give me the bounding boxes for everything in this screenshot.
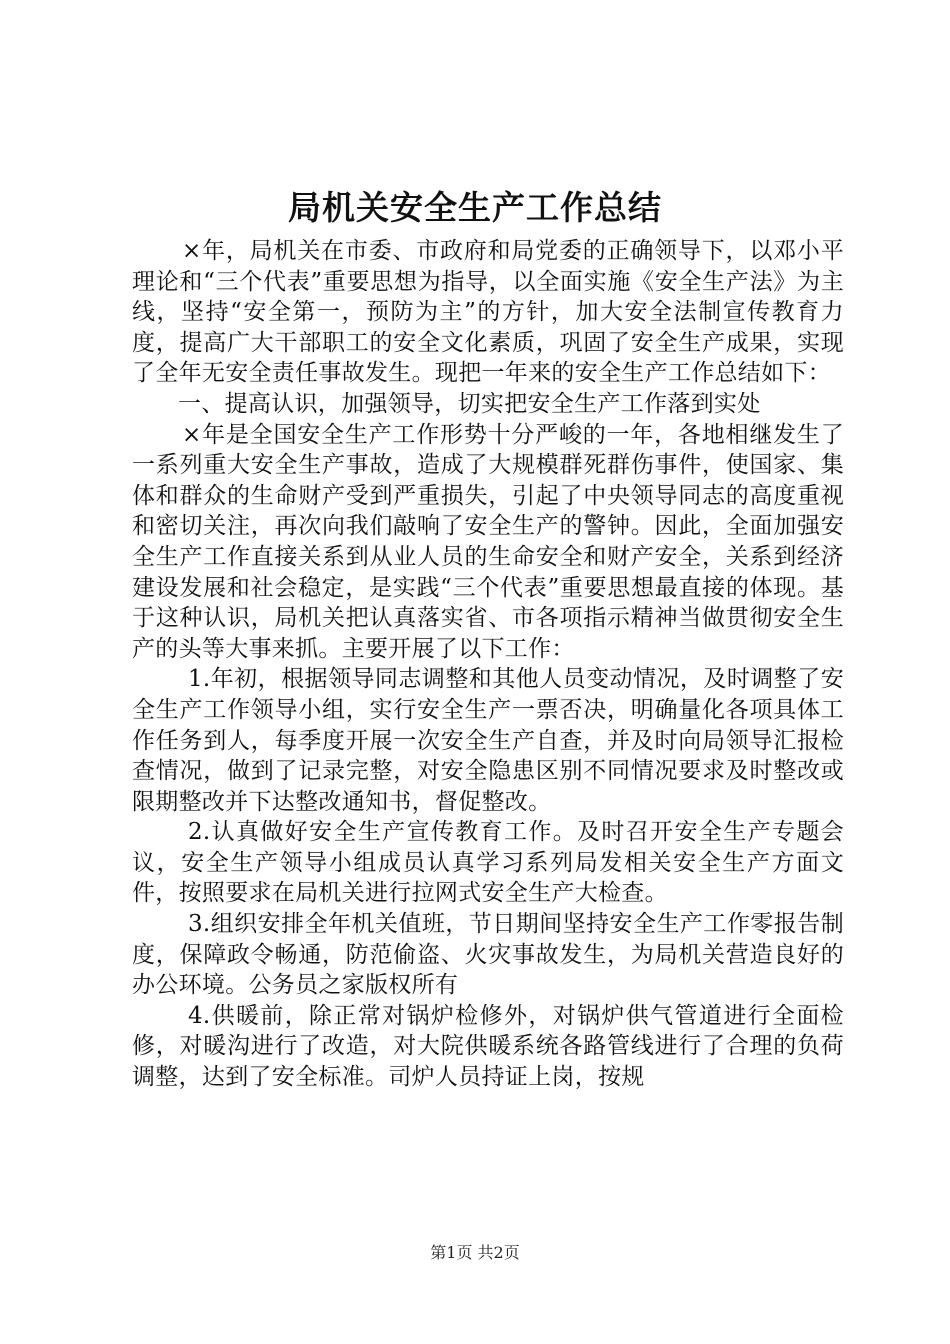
section-1-paragraph: ×年是全国安全生产工作形势十分严峻的一年，各地相继发生了一系列重大安全生产事故，造成了大规模群死群伤事件，使国家、集体和群众的生命财产受到严重损失，引起了中央领导同志的高度重视和密切关注，再次向我们敲响了安全生产的警钟。因此，全面加强安全生产工作直接关系到从业人员的生命安全和财产安全，关系到经济建设发展和社会稳定，是实践“三个代表”重要思想最直接的体现。基于这种认识，局机关把认真落实省、市各项指示精神当做贯彻安全生产的头等大事来抓。主要开展了以下工作： [132, 421, 844, 662]
list-item-3: 3.组织安排全年机关值班，节日期间坚持安全生产工作零报告制度，保障政令畅通，防范偷盗、火灾事故发生，为局机关营造良好的办公环境。公务员之家版权所有 [132, 911, 844, 999]
list-item-1: 1.年初，根据领导同志调整和其他人员变动情况，及时调整了安全生产工作领导小组，实行安全生产一票否决，明确量化各项具体工作任务到人，每季度开展一次安全生产自查，并及时向局领导汇报检查情况，做到了记录完整，对安全隐患区别不同情况要求及时整改或限期整改并下达整改通知书，督促整改。 [132, 666, 844, 815]
list-item-2: 2.认真做好安全生产宣传教育工作。及时召开安全生产专题会议，安全生产领导小组成员认真学习系列局发相关安全生产方面文件，按照要求在局机关进行拉网式安全生产大检查。 [132, 819, 844, 907]
document-body [132, 236, 844, 1093]
list-item-4: 4.供暖前，除正常对锅炉检修外，对锅炉供气管道进行全面检修，对暖沟进行了改造，对大院供暖系统各路管线进行了合理的负荷调整，达到了安全标准。司炉人员持证上岗，按规 [132, 1002, 844, 1091]
section-heading-1: 一、提高认识，加强领导，切实把安全生产工作落到实处 [178, 390, 761, 417]
page-footer: 第1页 共2页 [430, 1243, 520, 1262]
document-title: 局机关安全生产工作总结 [288, 188, 662, 227]
intro-paragraph: ×年，局机关在市委、市政府和局党委的正确领导下，以邓小平理论和“三个代表”重要思想为指导，以全面实施《安全生产法》为主线，坚持“安全第一，预防为主”的方针，加大安全法制宣传教育力度，提高广大干部职工的安全文化素质，巩固了安全生产成果，实现了全年无安全责任事故发生。现把一年来的安全生产工作总结如下： [132, 238, 844, 387]
